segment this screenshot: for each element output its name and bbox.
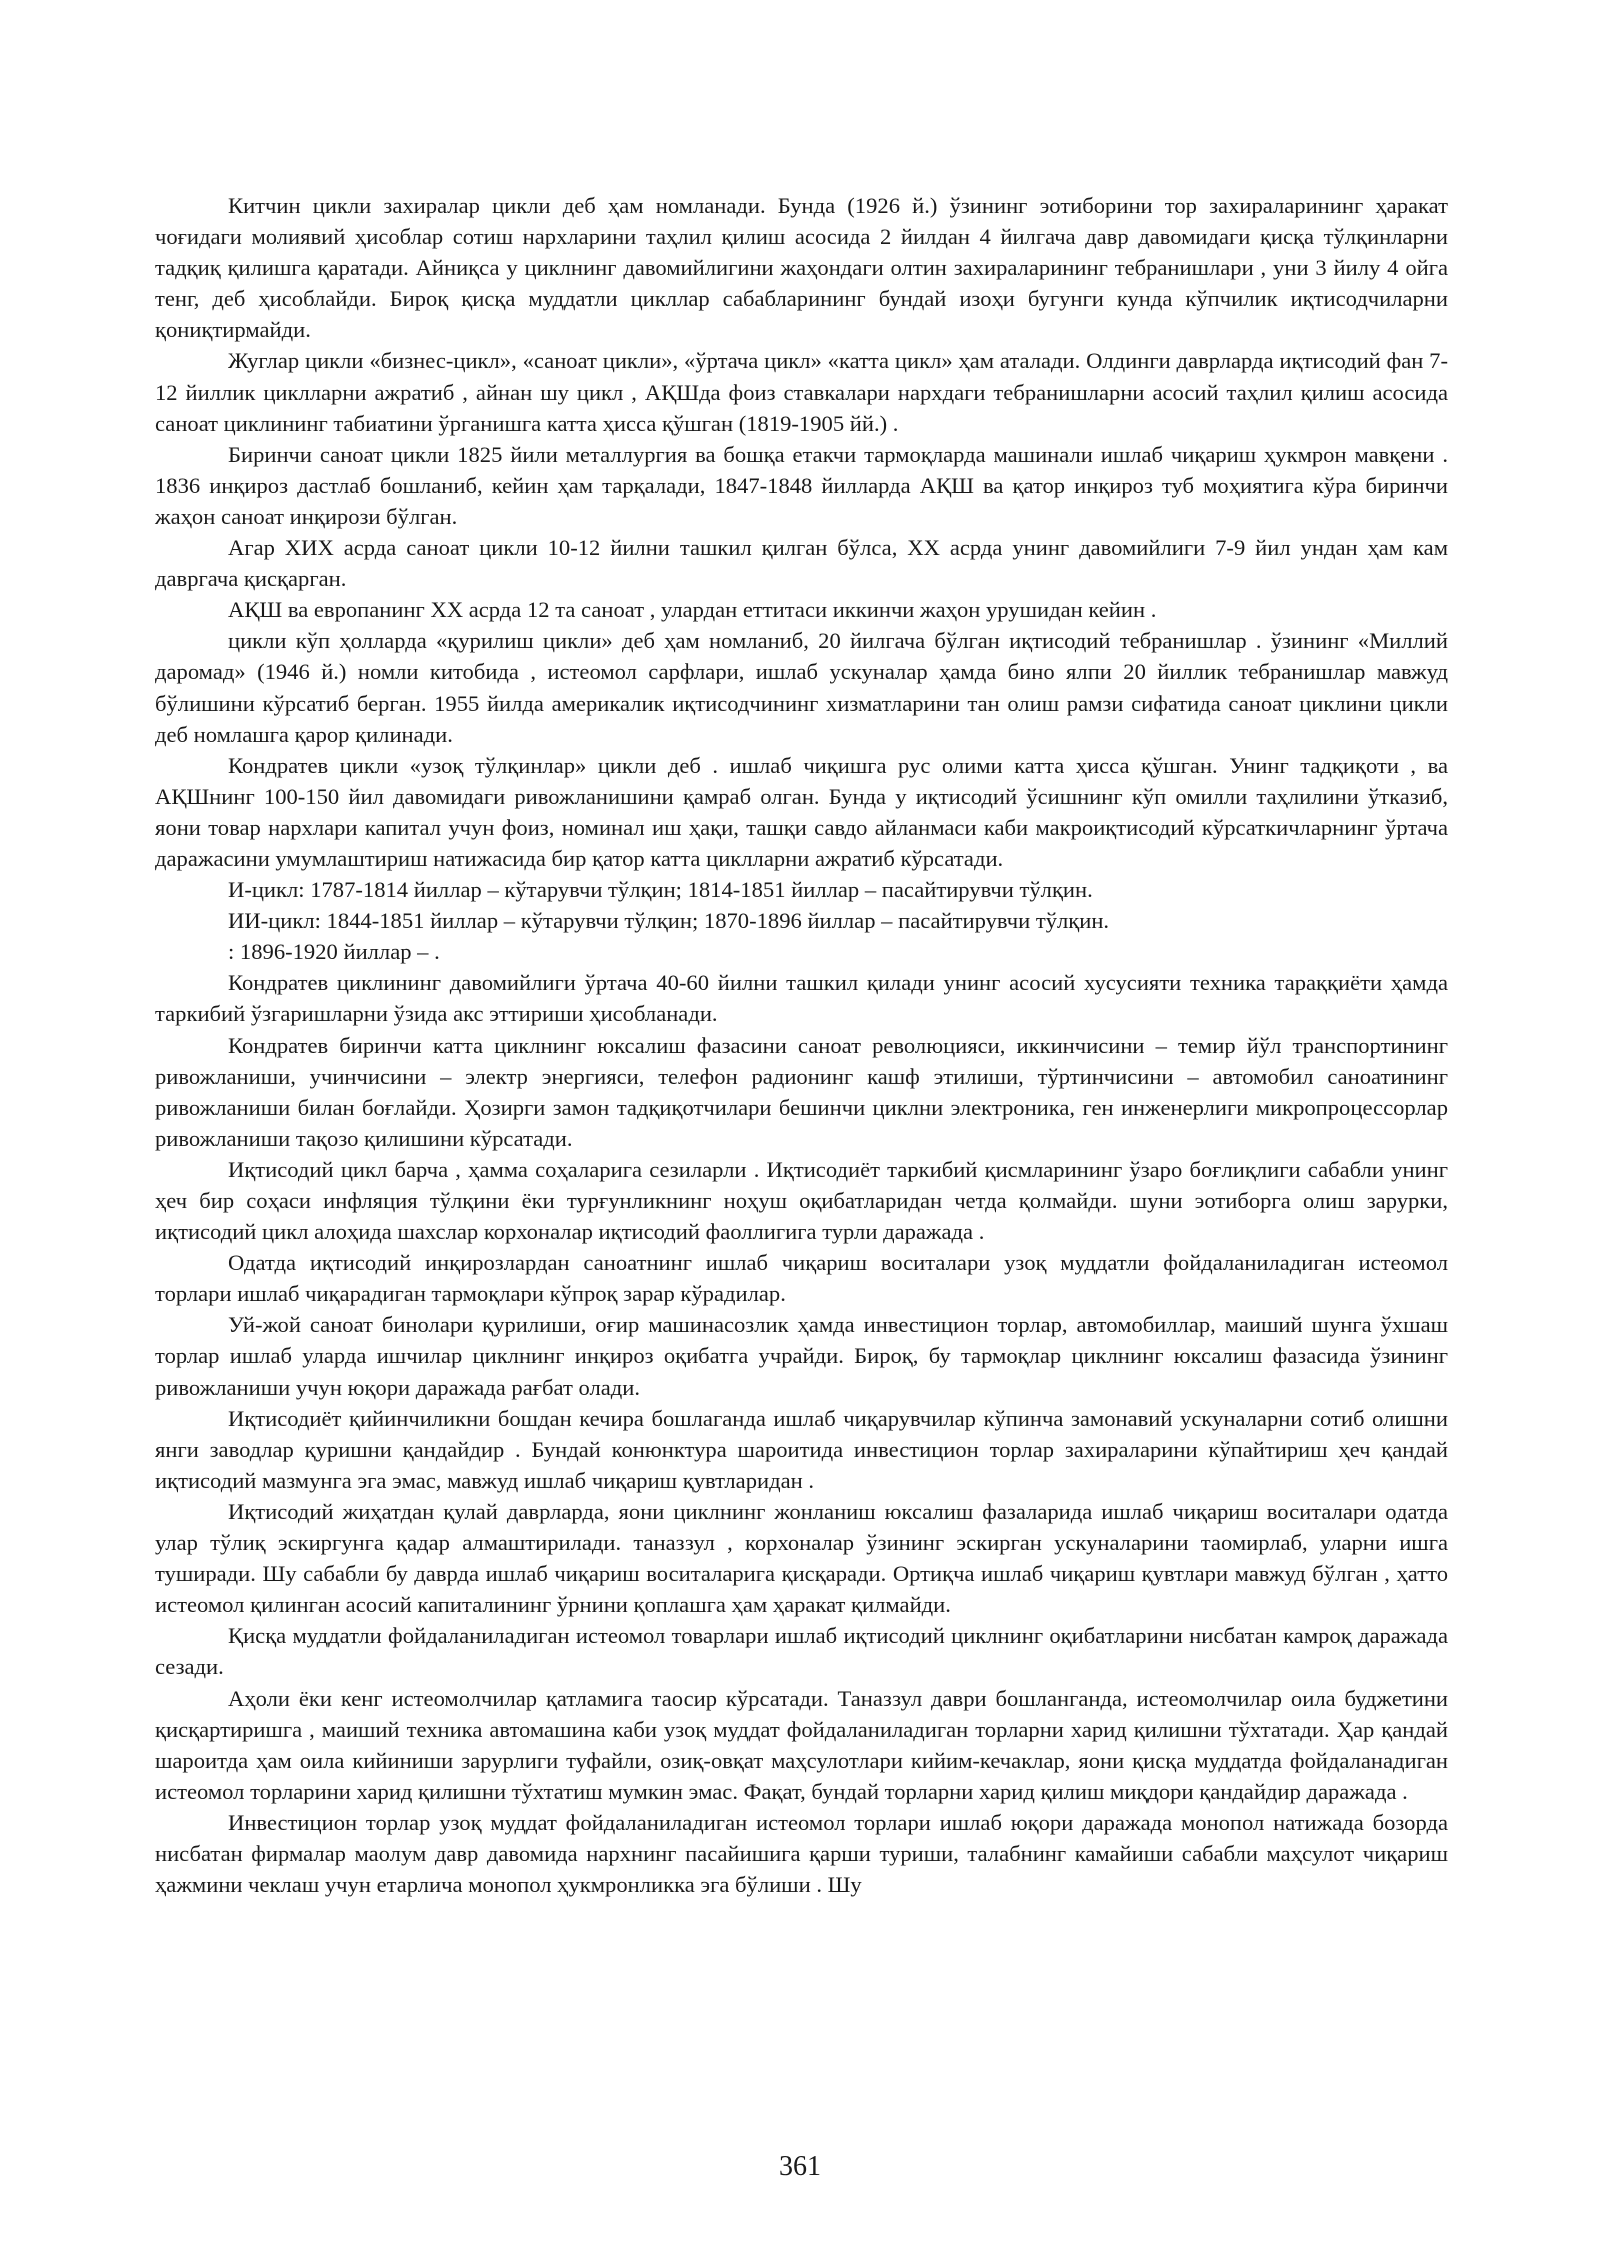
paragraph-kitchin-cycle: Китчин цикли захиралар цикли деб ҳам номланади. Бунда (1926 й.) ўзининг эотиборини тор захираларининг ҳаракат чоғидаги молиявий ҳисоблар сотиш нархларини таҳлил қилиш асосида 2 йилдан 4 йилгача давр давомидаги қисқа тўлқинларни тадқиқ қилишга қаратади. Айниқса у циклнинг давомийлигини жаҳондаги олтин захираларининг тебранишлари , уни 3 йилу 4 ойга тенг, деб ҳисоблайди. Бироқ қисқа муддатли цикллар сабабларининг бундай изоҳи бугунги кунда кўпчилик иқтисодчиларни қониқтирмайди. bbox=[155, 193, 1448, 343]
paragraph-housing-construction: Уй-жой саноат бинолари қурилиши, оғир машинасозлик ҳамда инвестицион торлар, автомобиллар, маиший шунга ўхшаш торлар ишлаб уларда ишчилар циклнинг инқироз оқибатга учрайди. Бироқ, бу тармоқлар циклнинг юксалиш фазасида ўзининг ривожланиши учун юқори даражада рағбат олади. bbox=[155, 1312, 1448, 1400]
paragraph-economic-difficulty: Иқтисодиёт қийинчиликни бошдан кечира бошлаганда ишлаб чиқарувчилар кўпинча замонавий ускуналарни сотиб олишни янги заводлар қуришни қандайдир . Бундай конюнктура шароитида инвестицион торлар захираларини кўпайтириш ҳеч қандай иқтисодий мазмунга эга эмас, мавжуд ишлаб чиқариш қувтларидан . bbox=[155, 1405, 1448, 1493]
paragraph-cycle-one: И-цикл: 1787-1814 йиллар – кўтарувчи тўлқин; 1814-1851 йиллар – пасайтирувчи тўлқин. bbox=[228, 877, 1093, 903]
paragraph-favorable-periods: Иқтисодий жиҳатдан қулай даврларда, яони циклнинг жонланиш юксалиш фазаларида ишлаб чиқариш воситалари одатда улар тўлиқ эскиргунга қадар алмаштирилади. таназзул , корхоналар ўзининг эскирган ускуналарини таомирлаб, уларни ишга туширади. Шу сабабли бу даврда ишлаб чиқариш воситаларига қисқаради. Ортиқча ишлаб чиқариш қувтлари мавжуд бўлган , ҳатто истеомол қилинган асосий капиталининг ўрнини қоплашга ҳам ҳаракат қилмайди. bbox=[155, 1498, 1448, 1618]
paragraph-first-industrial-cycle: Биринчи саноат цикли 1825 йили металлургия ва бошқа етакчи тармоқларда машинали ишлаб чиқариш ҳукмрон мавқени . 1836 инқироз дастлаб бошланиб, кейин ҳам тарқалади, 1847-1848 йилларда АҚШ ва қатор инқироз туб моҳиятига кўра биринчи жаҳон саноат инқирози бўлган. bbox=[155, 441, 1448, 529]
paragraph-construction-cycle: цикли кўп ҳолларда «қурилиш цикли» деб ҳам номланиб, 20 йилгача бўлган иқтисодий тебранишлар . ўзининг «Миллий даромад» (1946 й.) номли китобида , истеомол сарфлари, ишлаб ускуналар ҳамда бино ялпи 20 йиллик тебранишлар мавжуд бўлишини кўрсатиб берган. 1955 йилда америкалик иқтисодчининг хизматларини тан олиш рамзи сифатида саноат циклини цикли деб номлашга қарор қилинади. bbox=[155, 628, 1448, 747]
document-body bbox=[155, 190, 1448, 1900]
paragraph-cycle-three: : 1896-1920 йиллар – . bbox=[228, 939, 440, 965]
paragraph-cycle-duration: Агар ХИХ асрда саноат цикли 10-12 йилни ташкил қилган бўлса, ХХ асрда унинг давомийлиги 7-9 йил ундан ҳам кам давргача қисқарган. bbox=[155, 535, 1448, 592]
paragraph-kondratiev-duration: Кондратев циклининг давомийлиги ўртача 40-60 йилни ташкил қилади унинг асосий хусусияти техника тараққиёти ҳамда таркибий ўзгаришларни ўзида акс эттириши ҳисобланади. bbox=[155, 970, 1448, 1027]
page-number: 361 bbox=[779, 2151, 821, 2182]
paragraph-usa-europe-cycles: АҚШ ва европанинг ХХ асрда 12 та саноат , улардан еттитаси иккинчи жаҳон урушидан кейин . bbox=[228, 597, 1157, 623]
paragraph-cycle-two: ИИ-цикл: 1844-1851 йиллар – кўтарувчи тўлқин; 1870-1896 йиллар – пасайтирувчи тўлқин. bbox=[228, 908, 1110, 934]
paragraph-crisis-industries: Одатда иқтисодий инқирозлардан саноатнинг ишлаб чиқариш воситалари узоқ муддатли фойдаланиладиган истеомол торлари ишлаб чиқарадиган тармоқлари кўпроқ зарар кўрадилар. bbox=[155, 1250, 1448, 1307]
paragraph-short-term-goods: Қисқа муддатли фойдаланиладиган истеомол товарлари ишлаб иқтисодий циклнинг оқибатларини нисбатан камроқ даражада сезади. bbox=[155, 1623, 1448, 1680]
paragraph-kondratiev-cycle: Кондратев цикли «узоқ тўлқинлар» цикли деб . ишлаб чиқишга рус олими катта ҳисса қўшган. Унинг тадқиқоти , ва АҚШнинг 100-150 йил давомидаги ривожланишини қамраб олган. Бунда у иқтисодий ўсишнинг кўп омилли таҳлилини ўтказиб, яони товар нархлари капитал учун фоиз, номинал иш ҳақи, ташқи савдо айланмаси каби макроиқтисодий кўрсаткичларнинг ўртача даражасини умумлаштириш натижасида бир қатор катта циклларни ажратиб кўрсатади. bbox=[155, 752, 1448, 871]
paragraph-population-consumers: Аҳоли ёки кенг истеомолчилар қатламига таосир кўрсатади. Таназзул даври бошланганда, истеомолчилар оила буджетини қисқартиришга , маиший техника автомашина каби узоқ муддат фойдаланиладиган торларни харид қилишни тўхтатади. Ҳар қандай шароитда ҳам оила кийиниши зарурлиги туфайли, озиқ-овқат маҳсулотлари кийим-кечаклар, яони қисқа муддатда фойдаланадиган истеомол торларини харид қилишни тўхтатиш мумкин эмас. Фақат, бундай торларни харид қилиш миқдори қандайдир даражада . bbox=[155, 1685, 1448, 1804]
paragraph-economic-cycle-impact: Иқтисодий цикл барча , ҳамма соҳаларига сезиларли . Иқтисодиёт таркибий қисмларининг ўзаро боғлиқлиги сабабли унинг ҳеч бир соҳаси инфляция тўлқини ёки турғунликнинг ноҳуш оқибатларидан четда қолмайди. шуни эотиборга олиш зарурки, иқтисодий цикл алоҳида шахслар корхоналар иқтисодий фаоллигига турли даражада . bbox=[155, 1156, 1448, 1245]
paragraph-investment-goods: Инвестицион торлар узоқ муддат фойдаланиладиган истеомол торлари ишлаб юқори даражада монопол натижада бозорда нисбатан фирмалар маолум давр давомида нархнинг пасайишига қарши туриши, талабнинг камайиши сабабли маҳсулот чиқариш ҳажмини чеклаш учун етарлича монопол ҳукмронликка эга бўлиши . Шу bbox=[155, 1809, 1448, 1898]
paragraph-juglar-cycle: Жуглар цикли «бизнес-цикл», «саноат цикли», «ўртача цикл» «катта цикл» ҳам аталади. Олдинги даврларда иқтисодий фан 7-12 йиллик циклларни ажратиб , айнан шу цикл , АҚШда фоиз ставкалари нархдаги тебранишларни асосий таҳлил қилиш асосида саноат циклининг табиатини ўрганишга катта ҳисса қўшган (1819-1905 йй.) . bbox=[155, 348, 1448, 436]
paragraph-kondratiev-phases: Кондратев биринчи катта циклнинг юксалиш фазасини саноат революцияси, иккинчисини – темир йўл транспортининг ривожланиши, учинчисини – электр энергияси, телефон радионинг кашф этилиши, тўртинчисини – автомобил саноатининг ривожланиши билан боғлайди. Ҳозирги замон тадқиқотчилари бешинчи циклни электроника, ген инженерлиги микропроцессорлар ривожланиши тақозо қилишини кўрсатади. bbox=[155, 1032, 1448, 1151]
